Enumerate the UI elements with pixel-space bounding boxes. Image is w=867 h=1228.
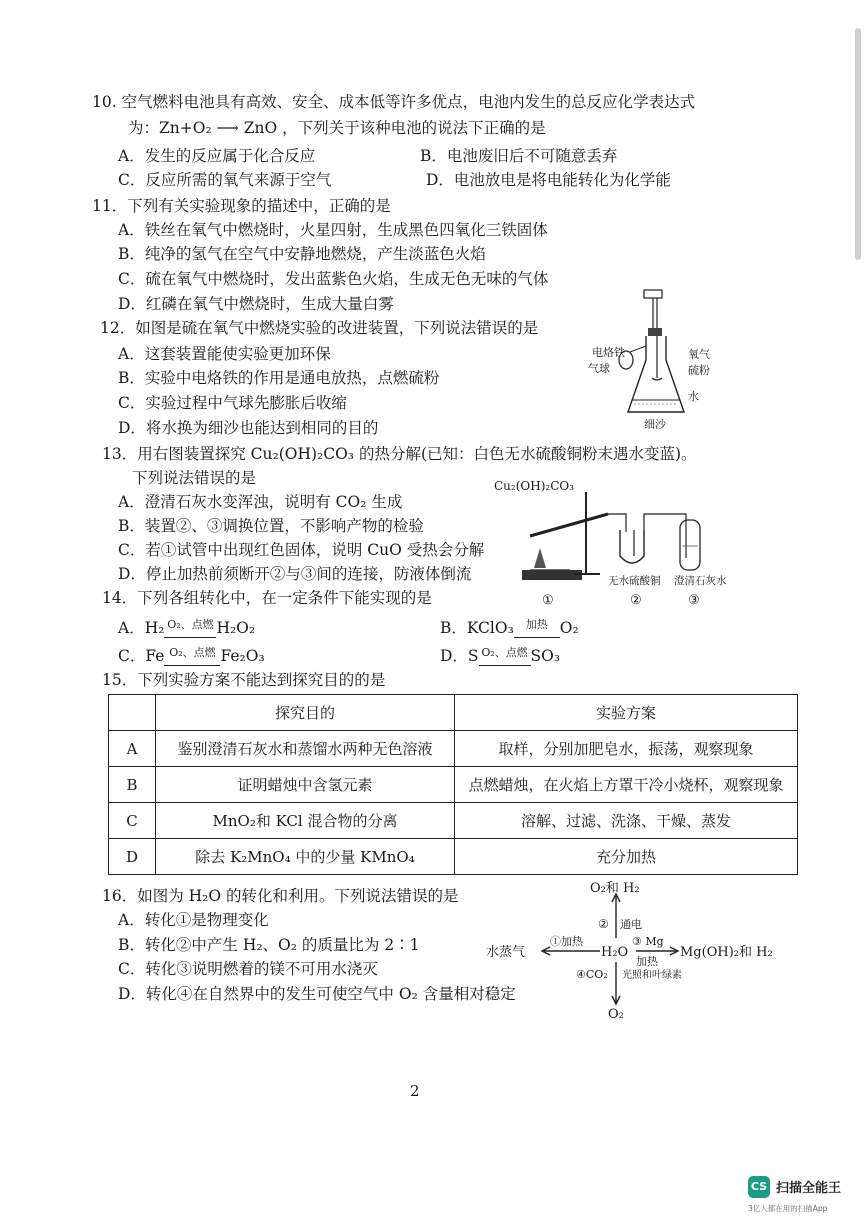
fig13-label-3: ③ (688, 593, 700, 608)
page-number: 2 (410, 1082, 420, 1100)
q14-a-condition: O₂、点燃 (167, 618, 214, 631)
q14-c-arrow (164, 646, 220, 666)
q12-option-d: D．将水换为细沙也能达到相同的目的 (118, 419, 379, 437)
q15-stem: 15．下列实验方案不能达到探究目的的是 (102, 671, 386, 689)
q14-a-reactant: A．H₂ (118, 619, 165, 637)
q10-stem-line1: 10. 空气燃料电池具有高效、安全、成本低等许多优点，电池内发生的总反应化学表达式 (92, 93, 696, 111)
q14-b-reactant: B．KClO₃ (440, 619, 514, 637)
q14-b-arrow (514, 618, 560, 638)
q14-stem: 14．下列各组转化中，在一定条件下能实现的是 (102, 589, 432, 607)
q14-d-condition: O₂、点燃 (481, 646, 528, 659)
table-row (109, 767, 798, 803)
fig16-route3: ③ Mg (632, 935, 664, 948)
fig16-top: O₂和 H₂ (590, 881, 640, 896)
q16-stem: 16．如图为 H₂O 的转化和利用。下列说法错误的是 (102, 887, 459, 905)
scrollbar[interactable] (855, 28, 861, 260)
q12-option-b: B．实验中电烙铁的作用是通电放热，点燃硫粉 (118, 369, 440, 387)
copper-carbonate-decomposition-figure (490, 474, 740, 610)
fig12-label-water: 水 (688, 390, 699, 403)
table-cell: B (109, 767, 156, 803)
fig16-route4-condition: 光照和叶绿素 (622, 970, 682, 981)
q16-option-c: C．转化③说明燃着的镁不可用水浇灭 (118, 960, 378, 978)
q13-stem-line2: 下列说法错误的是 (132, 469, 257, 487)
q13-option-d: D．停止加热前须断开②与③间的连接，防液体倒流 (118, 565, 472, 583)
table-header-cell (109, 695, 156, 731)
fig16-center: H₂O (601, 945, 629, 960)
q11-option-d: D．红磷在氧气中燃烧时，生成大量白雾 (118, 295, 394, 313)
table-header-row (109, 695, 798, 731)
table-cell: 证明蜡烛中含氢元素 (156, 767, 455, 803)
table-cell: A (109, 731, 156, 767)
q12-option-c: C．实验过程中气球先膨胀后收缩 (118, 394, 347, 412)
table-cell: 溶解、过滤、洗涤、干燥、蒸发 (455, 803, 798, 839)
fig12-label-soldering-iron: 电烙铁 (592, 346, 625, 359)
q11-option-b: B．纯净的氢气在空气中安静地燃烧，产生淡蓝色火焰 (118, 245, 486, 263)
q13-option-a: A．澄清石灰水变浑浊，说明有 CO₂ 生成 (118, 493, 403, 511)
brand-tagline: 3亿人都在用的扫描App (748, 1204, 828, 1213)
table-row (109, 803, 798, 839)
camscanner-logo-icon: CS (748, 1176, 770, 1198)
fig13-label-limewater: 澄清石灰水 (674, 575, 727, 587)
table-cell: D (109, 839, 156, 875)
q14-c-reactant: C．Fe (118, 647, 165, 665)
q13-stem-line1: 13．用右图装置探究 Cu₂(OH)₂CO₃ 的热分解(已知：白色无水硫酸铜粉末遇水变蓝)。 (102, 445, 697, 463)
fig16-route2-condition: 通电 (620, 918, 642, 931)
q12-option-a: A．这套装置能使实验更加环保 (118, 345, 331, 363)
table-row (109, 731, 798, 767)
q11-stem: 11．下列有关实验现象的描述中，正确的是 (92, 197, 391, 215)
q14-b-product: O₂ (559, 619, 579, 637)
q12-stem: 12．如图是硫在氧气中燃烧实验的改进装置，下列说法错误的是 (100, 319, 539, 337)
q10-option-a: A．发生的反应属于化合反应 (118, 147, 316, 165)
q10-stem-line2: 为：Zn+O₂ ⟶ ZnO ，下列关于该种电池的说法下正确的是 (128, 119, 546, 137)
table-cell: MnO₂和 KCl 混合物的分离 (156, 803, 455, 839)
table-cell: 点燃蜡烛，在火焰上方罩干冷小烧杯，观察现象 (455, 767, 798, 803)
q14-a-arrow (164, 618, 216, 638)
table-header-cell: 实验方案 (455, 695, 798, 731)
experiment-table (108, 694, 798, 875)
fig12-label-sand: 细沙 (644, 418, 666, 431)
fig12-label-oxygen: 氧气 (688, 348, 710, 361)
q13-option-c: C．若①试管中出现红色固体，说明 CuO 受热会分解 (118, 541, 485, 559)
q14-option-d (440, 646, 560, 666)
sulfur-combustion-apparatus-figure (584, 286, 724, 436)
fig13-label-2: ② (630, 593, 642, 608)
fig16-right: Mg(OH)₂和 H₂ (680, 945, 773, 960)
q13-option-b: B．装置②、③调换位置，不影响产物的检验 (118, 517, 424, 535)
q14-b-condition: 加热 (525, 618, 548, 631)
water-conversion-figure (486, 880, 786, 1020)
q16-option-d: D．转化④在自然界中的发生可使空气中 O₂ 含量相对稳定 (118, 985, 516, 1003)
fig13-label-anhydrous-cuso4: 无水硫酸铜 (608, 575, 661, 587)
q14-d-product: SO₃ (530, 647, 561, 665)
fig16-route4: ④CO₂ (576, 968, 608, 981)
fig16-route2: ② (598, 917, 609, 931)
q10-option-c: C．反应所需的氧气来源于空气 (118, 171, 332, 189)
fig16-left: 水蒸气 (486, 945, 526, 960)
q11-option-a: A．铁丝在氧气中燃烧时，火星四射，生成黑色四氧化三铁固体 (118, 221, 548, 239)
fig16-route3-condition: 加热 (636, 955, 658, 968)
q14-option-a (118, 618, 255, 638)
fig12-label-sulfur: 硫粉 (688, 364, 710, 377)
fig12-label-balloon: 气球 (588, 362, 610, 375)
q16-option-a: A．转化①是物理变化 (118, 911, 269, 929)
scanner-watermark (748, 1176, 860, 1220)
table-cell: 鉴别澄清石灰水和蒸馏水两种无色溶液 (156, 731, 455, 767)
q14-a-product: H₂O₂ (216, 619, 256, 637)
table-cell: 充分加热 (455, 839, 798, 875)
fig16-bottom: O₂ (608, 1007, 624, 1020)
q14-option-b (440, 618, 579, 638)
q11-option-c: C．硫在氧气中燃烧时，发出蓝紫色火焰，生成无色无味的气体 (118, 270, 549, 288)
q14-c-condition: O₂、点燃 (169, 646, 216, 659)
q16-option-b: B．转化②中产生 H₂、O₂ 的质量比为 2∶1 (118, 936, 420, 954)
fig16-route1: ①加热 (550, 935, 583, 948)
fig13-label-1: ① (542, 593, 554, 608)
q14-option-c (118, 646, 265, 666)
q10-option-d: D．电池放电是将电能转化为化学能 (426, 171, 671, 189)
q14-c-product: Fe₂O₃ (220, 647, 265, 665)
q10-option-b: B．电池废旧后不可随意丢弃 (420, 147, 618, 165)
table-row (109, 839, 798, 875)
fig13-label-reagent: Cu₂(OH)₂CO₃ (494, 479, 575, 493)
brand-name: 扫描全能王 (776, 1181, 842, 1196)
q14-d-reactant: D．S (440, 647, 479, 665)
table-header-cell: 探究目的 (156, 695, 455, 731)
table-cell: C (109, 803, 156, 839)
table-cell: 取样，分别加肥皂水，振荡，观察现象 (455, 731, 798, 767)
table-cell: 除去 K₂MnO₄ 中的少量 KMnO₄ (156, 839, 455, 875)
q14-d-arrow (479, 646, 531, 666)
